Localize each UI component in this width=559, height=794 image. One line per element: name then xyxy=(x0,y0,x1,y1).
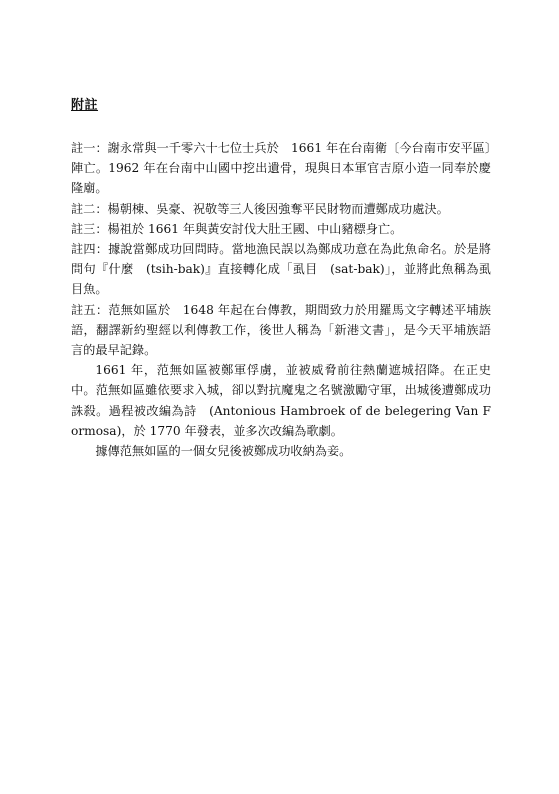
note-5: 註五：范無如區於 1648 年起在台傳教，期間致力於用羅馬文字轉述平埔族語，翻譯新約聖經以利傳教工作，後世人稱為「新港文書」，是今天平埔族語言的最早記錄。 xyxy=(71,302,491,358)
note-4: 註四：據說當鄭成功回問時。當地漁民誤以為鄭成功意在為此魚命名。於是將問句『什麼 (tsih-bak)』直接轉化成「虱目 (sat-bak)」，並將此魚稱為虱目魚。 xyxy=(71,242,491,297)
note-5-continuation-2: 據傳范無如區的一個女兒後被鄭成功收納為妾。 xyxy=(95,444,352,459)
notes-heading: 附註 xyxy=(71,98,99,113)
note-3: 註三：楊祖於 1661 年與黃安討伐大肚王國、中山豬標身亡。 xyxy=(71,221,403,236)
note-5-continuation-1: 1661 年，范無如區被鄭軍俘虜，並被威脅前往熱蘭遮城招降。在正史中。范無如區雖依要求入城，卻以對抗魔鬼之名號激勵守軍，出城後遭鄭成功誅殺。過程被改編為詩 (Antonious Hambroek of de belegering Van Formosa)，於 1770 年發表，並多次改編為歌劇。 xyxy=(71,363,491,438)
note-2: 註二：楊朝棟、吳豪、祝敬等三人後因強奪平民財物而遭鄭成功處決。 xyxy=(71,201,449,216)
note-1: 註一：謝永常與一千零六十七位士兵於 1661 年在台南衛〔今台南市安平區〕陣亡。1962 年在台南中山國中挖出遺骨，現與日本軍官吉原小造一同奉於慶隆廟。 xyxy=(71,141,491,196)
document-page xyxy=(71,96,491,461)
